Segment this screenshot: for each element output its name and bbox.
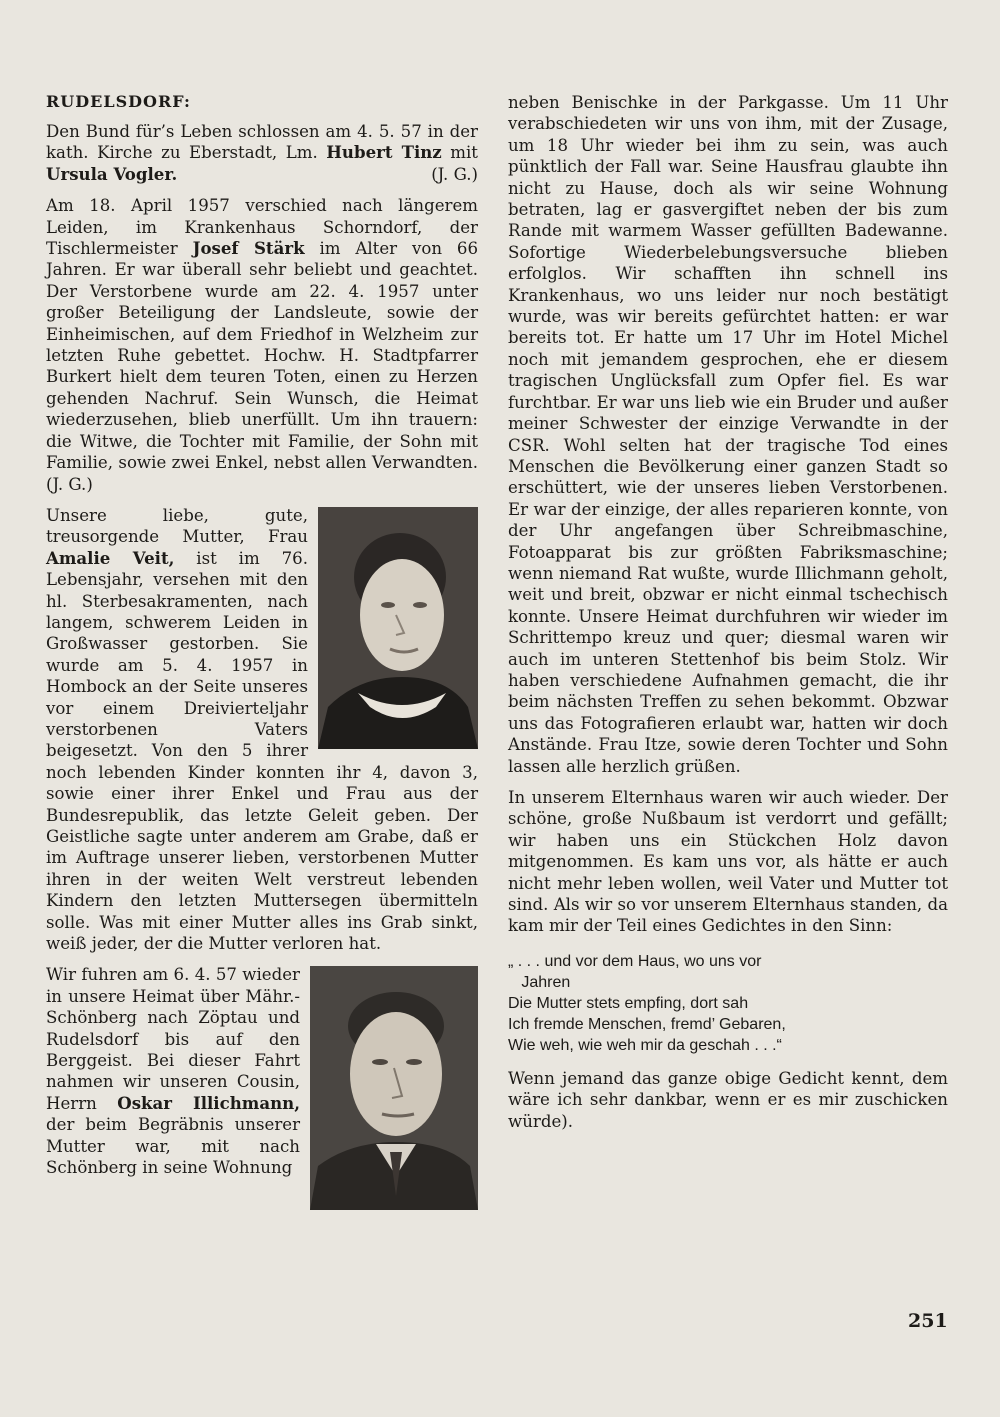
closing-request: Wenn jemand das ganze obige Gedicht kennt, dem wäre ich sehr dankbar, wenn er es mir zuschicken würde). [508,1068,948,1131]
wedding-notice [46,121,478,185]
poem-line: Die Mutter stets empfing, dort sah [508,994,749,1012]
right-column [508,92,948,1132]
parents-house-paragraph: In unserem Elternhaus waren wir auch wieder. Der schöne, große Nußbaum ist verdorrt und gefällt; wir haben uns ein Stückchen Holz davon mitgenommen. Es kam uns vor, als hätte er auch nicht mehr leben wollen, weil Vater und Mutter tot sind. Als wir so vor unserem Elternhaus standen, da kam mir der Teil eines Gedichtes in den Sinn: [508,788,948,936]
portrait-photo-woman [318,507,478,749]
travel-text: der beim Begräbnis unserer Mutter war, mit nach Schönberg in seine Wohnung [46,1115,300,1178]
travel-text: Wir fuhren am 6. 4. 57 wieder in unsere Heimat über Mähr.-Schönberg nach Zöptau und Rudelsdorf bis auf den Berggeist. Bei dieser Fahrt nahmen wir unseren Cousin, Herrn [46,965,300,1113]
obituary-text: Am 18. April 1957 verschied nach längerem Leiden, im Krankenhaus Schorndorf, der Tischlermeister [46,196,478,259]
poem-line: Ich fremde Menschen, fremd’ Gebaren, [508,1015,786,1033]
obituary-text: Unsere liebe, gute, treusorgende Mutter, Frau [46,505,308,547]
deceased-name: Amalie Veit, [46,547,175,568]
obituary-josef-staerk [46,195,478,495]
page-number: 251 [908,1310,948,1332]
person-name: Oskar Illichmann, [117,1092,300,1113]
poem-line: Wie weh, wie weh mir da geschah . . .“ [508,1036,782,1054]
portrait-photo-man [310,966,478,1210]
poem-line: „ . . . und vor dem Haus, wo uns vor [508,952,762,970]
section-heading: RUDELSDORF: [46,92,191,111]
groom-name: Hubert Tinz [326,142,442,163]
obituary-amalie-veit [46,505,478,955]
wedding-text: Den Bund für’s Leben schlossen am 4. 5. 57 in der kath. Kirche zu Eberstadt, Lm. [46,122,478,163]
bride-name: Ursula Vogler. [46,163,178,184]
travel-report [46,964,478,1178]
portrait-woman-image [318,507,478,749]
poem-excerpt [508,951,948,1056]
deceased-name: Josef Stärk [192,238,305,259]
author-initials: (J. G.) [431,164,478,184]
poem-line: Jahren [508,973,571,991]
obituary-text: ist im 76. Lebensjahr, versehen mit den hl. Sterbesakramenten, nach langem, schwerem Leiden in Großwasser gestorben. Sie wurde am 5. 4. 1957 in Hombock an der Seite unseres vor einem Dreivierteljahr verstorbenen Vaters beigesetzt. Von den 5 ihrer noch lebenden Kinder konnten ihr 4, davon 3, sowie einer ihrer Enkel und Frau aus der Bundesrepublik, das letzte Geleit geben. Der Geistliche sagte unter anderem am Grabe, daß er im Auftrage unserer lieben, verstorbenen Mutter ihren in der weiten Welt verstreut lebenden Kindern den letzten Muttersegen übermitteln solle. Was mit einer Mutter alles ins Grab sinkt, weiß jeder, der die Mutter verloren hat. [46,548,478,954]
portrait-man-image [310,966,478,1210]
left-column [46,88,478,1214]
obituary-text: im Alter von 66 Jahren. Er war überall sehr beliebt und geachtet. Der Verstorbene wurde am 22. 4. 1957 unter großer Beteiligung der Landsleute, sowie der Einheimischen, auf dem Friedhof in Welzheim zur letzten Ruhe gebettet. Hochw. H. Stadtpfarrer Burkert hielt dem teuren Toten, einen zu Herzen gehenden Nachruf. Sein Wunsch, die Heimat wiederzusehen, blieb unerfüllt. Um ihn trauern: die Witwe, die Tochter mit Familie, der Sohn mit Familie, sowie zwei Enkel, nebst allen Verwandten. (J. G.) [46,239,478,494]
wedding-connector: mit [441,143,478,163]
travel-report-continued: neben Benischke in der Parkgasse. Um 11 Uhr verabschiedeten wir uns von ihm, mit der Zusage, um 18 Uhr wieder bei ihm zu sein, was auch pünktlich der Fall war. Seine Hausfrau glaubte ihn nicht zu Hause, doch als wir seine Wohnung betraten, lag er gasvergiftet neben der bis zum Rande mit warmem Wasser gefüllten Badewanne. Sofortige Wiederbelebungsversuche blieben erfolglos. Wir schafften ihn schnell ins Krankenhaus, wo uns leider nur noch bestätigt wurde, was wir bereits gefürchtet hatten: er war bereits tot. Er hatte um 17 Uhr im Hotel Michel noch mit jemandem gesprochen, ehe er diesem tragischen Unglücksfall zum Opfer fiel. Es war furchtbar. Er war uns lieb wie ein Bruder und außer meiner Schwester der einzige Verwandte in der CSR. Wohl selten hat der tragische Tod eines Menschen die Bevölkerung einer ganzen Stadt so erschüttert, wie der unseres lieben Verstorbenen. Er war der einzige, der alles reparieren konnte, von der Uhr angefangen über Schreibmaschine, Fotoapparat bis zur größten Fabriksmaschine; wenn niemand Rat wußte, wurde Illichmann geholt, weit und breit, obzwar er nicht einmal tschechisch konnte. Unsere Heimat durchfuhren wir wieder im Schrittempo kreuz und quer; diesmal waren wir auch im unteren Stettenhof bis beim Stolz. Wir haben verschiedene Aufnahmen gemacht, die ihr beim nächsten Treffen zu sehen bekommt. Obzwar uns das Fotografieren erlaubt war, hatten wir doch Anstände. Frau Itze, sowie deren Tochter und Sohn lassen alle herzlich grüßen. [508,93,948,776]
